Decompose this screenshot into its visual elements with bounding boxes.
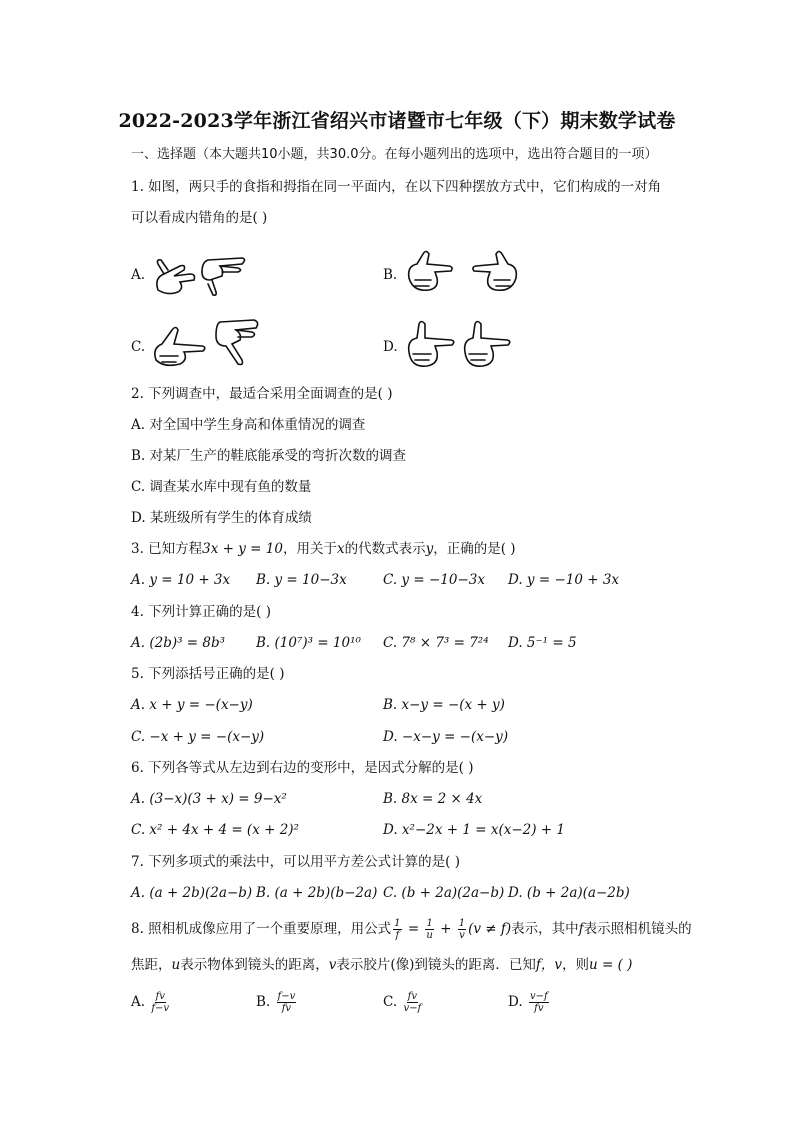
q2-option-d: D. 某班级所有学生的体育成绩 — [131, 510, 312, 526]
q8-stem-line2 — [131, 956, 632, 974]
section-heading: 一、选择题（本大题共10小题，共30.0分。在每小题列出的选项中，选出符合题目的一项） — [131, 147, 658, 162]
q8-option-d-label: D. — [508, 994, 523, 1010]
q8-line2-part1: 焦距， — [131, 957, 172, 973]
q5-option-a: A. x + y = −(x−y) — [131, 697, 253, 713]
q8-var-v: v — [328, 957, 337, 973]
q8-option-c-den: v−f — [403, 1003, 422, 1014]
q8-stem-part2: 表示，其中 — [511, 921, 579, 937]
q3-stem — [131, 540, 516, 558]
q1-option-a-hands-image — [150, 250, 250, 300]
q7-option-c: C. (b + 2a)(2a−b) — [383, 885, 505, 901]
q8-option-d-den: fv — [534, 1003, 544, 1014]
q8-fraction-1-over-u — [425, 918, 433, 941]
q5-option-b: B. x−y = −(x + y) — [383, 697, 505, 713]
q2-option-c: C. 调查某水库中现有鱼的数量 — [131, 479, 312, 495]
q8-line2-part3: 表示胶片(像)到镜头的距离．已知 — [336, 957, 536, 973]
q8-option-b — [256, 991, 298, 1014]
q3-stem-part3: 的代数式表示 — [344, 541, 426, 557]
q3-stem-part4: ，正确的是( ) — [433, 541, 516, 557]
q7-option-d: D. (b + 2a)(a−2b) — [508, 885, 630, 901]
q5-stem: 5. 下列添括号正确的是( ) — [131, 666, 285, 682]
q1-stem-line1: 1. 如图，两只手的食指和拇指在同一平面内，在以下四种摆放方式中，它们构成的一对角 — [131, 179, 662, 195]
q7-stem: 7. 下列多项式的乘法中，可以用平方差公式计算的是( ) — [131, 854, 460, 870]
q2-option-a: A. 对全国中学生身高和体重情况的调查 — [131, 417, 366, 433]
q7-option-a: A. (a + 2b)(2a−b) — [131, 885, 253, 901]
q8-line2-part2: 表示物体到镜头的距离， — [180, 957, 329, 973]
q1-stem-line2: 可以看成内错角的是( ) — [131, 210, 268, 226]
q3-option-b: B. y = 10−3x — [256, 572, 347, 588]
q8-condition: (v ≠ f) — [468, 921, 512, 937]
q8-option-c — [383, 991, 423, 1014]
q8-option-d-num: v−f — [529, 991, 548, 1002]
q4-option-d: D. 5⁻¹ = 5 — [508, 635, 577, 651]
q8-fraction-1-over-f — [393, 918, 401, 941]
q6-option-a: A. (3−x)(3 + x) = 9−x² — [131, 791, 287, 807]
q8-option-b-den: fv — [281, 1003, 292, 1014]
q1-option-b-hands-image — [405, 248, 520, 300]
q6-option-c: C. x² + 4x + 4 = (x + 2)² — [131, 822, 299, 838]
q8-option-c-fraction — [403, 991, 421, 1014]
q8-known-vars: f，v — [535, 957, 563, 973]
q8-fraction-1-over-v — [458, 918, 466, 941]
q8-fraction-num: 1 — [458, 918, 466, 929]
q3-var-y: y — [425, 541, 434, 557]
q8-option-a-num: fv — [155, 991, 165, 1002]
q3-stem-part1: 3. 已知方程 — [131, 541, 203, 557]
q1-option-d-hands-image — [405, 318, 520, 372]
q1-option-b-label: B. — [383, 267, 398, 283]
q8-fraction-den: v — [459, 930, 465, 941]
q8-fraction-num: 1 — [426, 918, 433, 929]
page-title: 2022-2023学年浙江省绍兴市诸暨市七年级（下）期末数学试卷 — [118, 110, 676, 132]
q3-var-x: x — [336, 541, 345, 557]
q8-option-a-label: A. — [131, 994, 146, 1010]
q8-line2-part4: ，则 — [562, 957, 590, 973]
q8-option-c-num: fv — [407, 991, 417, 1002]
q4-option-c: C. 7⁸ × 7³ = 7²⁴ — [383, 635, 489, 651]
q8-option-a-den: f−v — [151, 1003, 170, 1014]
q8-ask: u = ( ) — [589, 957, 633, 973]
q1-option-d-label: D. — [383, 339, 398, 355]
q6-option-d: D. x²−2x + 1 = x(x−2) + 1 — [383, 822, 565, 838]
q1-option-c-label: C. — [131, 339, 146, 355]
q8-option-a-fraction — [151, 991, 169, 1014]
q8-option-b-label: B. — [256, 994, 271, 1010]
q8-equals: = — [403, 921, 424, 937]
q8-stem-part1: 8. 照相机成像应用了一个重要原理，用公式 — [131, 921, 392, 937]
q8-option-a — [131, 991, 171, 1014]
q4-option-a: A. (2b)³ = 8b³ — [131, 635, 226, 651]
q8-stem-part3: 表示照相机镜头的 — [583, 921, 692, 937]
q3-stem-part2: ，用关于 — [282, 541, 337, 557]
q8-fraction-den: u — [426, 930, 433, 941]
q3-option-c: C. y = −10−3x — [383, 572, 485, 588]
q8-var-f: f — [578, 921, 584, 937]
q8-fraction-num: 1 — [394, 918, 401, 929]
q8-plus: + — [435, 921, 456, 937]
q6-option-b: B. 8x = 2 × 4x — [383, 791, 483, 807]
q8-stem-line1 — [131, 918, 692, 941]
q3-equation: 3x + y = 10 — [202, 541, 283, 557]
q6-stem: 6. 下列各等式从左边到右边的变形中，是因式分解的是( ) — [131, 760, 474, 776]
q2-stem: 2. 下列调查中，最适合采用全面调查的是( ) — [131, 386, 393, 402]
q8-fraction-den: f — [395, 930, 400, 941]
q7-option-b: B. (a + 2b)(b−2a) — [256, 885, 378, 901]
q8-option-d-fraction — [529, 991, 549, 1014]
q8-option-b-num: f−v — [277, 991, 296, 1002]
q3-option-a: A. y = 10 + 3x — [131, 572, 231, 588]
q8-var-u: u — [171, 957, 181, 973]
q3-option-d: D. y = −10 + 3x — [508, 572, 620, 588]
q2-option-b: B. 对某厂生产的鞋底能承受的弯折次数的调查 — [131, 448, 407, 464]
q4-stem: 4. 下列计算正确的是( ) — [131, 604, 271, 620]
q4-option-b: B. (10⁷)³ = 10¹⁰ — [256, 635, 361, 651]
q5-option-d: D. −x−y = −(x−y) — [383, 729, 509, 745]
q8-option-c-label: C. — [383, 994, 398, 1010]
q8-option-b-fraction — [277, 991, 297, 1014]
q8-option-d — [508, 991, 551, 1014]
q1-option-c-hands-image — [150, 316, 265, 372]
q5-option-c: C. −x + y = −(x−y) — [131, 729, 265, 745]
q1-option-a-label: A. — [131, 267, 146, 283]
